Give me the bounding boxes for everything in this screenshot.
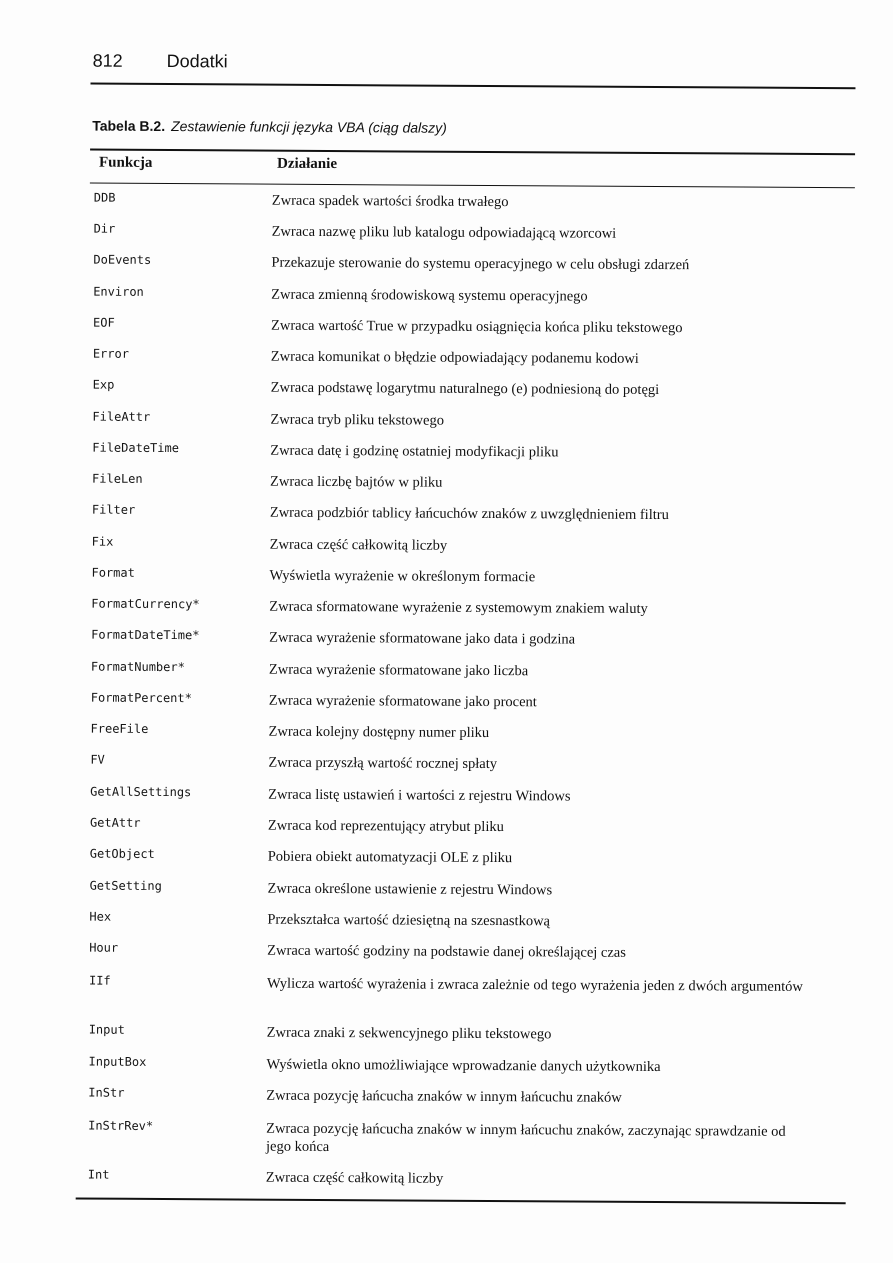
table-row bbox=[0, 252, 891, 274]
table-row bbox=[0, 752, 888, 773]
table-row bbox=[0, 284, 891, 305]
table-row bbox=[0, 471, 890, 491]
table-row bbox=[0, 721, 889, 742]
table-row bbox=[0, 815, 888, 836]
table-row bbox=[0, 690, 889, 711]
function-description: Przekazuje sterowanie do systemu operacyjnego w celu obsługi zdarzeń bbox=[271, 254, 690, 274]
page-number: 812 bbox=[92, 50, 123, 71]
caption-title: Zestawienie funkcji języka VBA (ciąg dalszy) bbox=[171, 118, 447, 136]
function-name: IIf bbox=[88, 973, 111, 988]
function-name: DoEvents bbox=[93, 252, 152, 267]
function-name: Fix bbox=[91, 534, 114, 549]
function-description: Zwraca wyrażenie sformatowane jako procent bbox=[268, 692, 537, 711]
function-description: Zwraca tryb pliku tekstowego bbox=[270, 411, 445, 429]
column-header-dzialanie: Działanie bbox=[276, 155, 338, 173]
function-name: Filter bbox=[91, 502, 136, 517]
table-header bbox=[0, 154, 892, 173]
table-row bbox=[0, 596, 889, 617]
function-description: Zwraca komunikat o błędzie odpowiadający podanemu kodowi bbox=[270, 348, 639, 367]
table-caption bbox=[92, 118, 447, 136]
function-description: Zwraca wartość True w przypadku osiągnięcia końca pliku tekstowego bbox=[270, 317, 683, 337]
table-row bbox=[0, 909, 887, 930]
function-description: Zwraca spadek wartości środka trwałego bbox=[271, 192, 509, 211]
table-row bbox=[0, 440, 890, 461]
function-name: GetSetting bbox=[89, 878, 162, 894]
table-row bbox=[0, 940, 887, 961]
function-name: FormatDateTime* bbox=[91, 627, 200, 643]
function-description: Zwraca wyrażenie sformatowane jako data i godzina bbox=[269, 629, 576, 648]
function-name: Format bbox=[91, 565, 135, 580]
table-row bbox=[0, 346, 891, 367]
function-description: Wylicza wartość wyrażenia i zwraca zależnie od tego wyrażenia jeden z dwóch argumentów bbox=[266, 975, 803, 995]
table-row bbox=[0, 1054, 887, 1076]
function-description: Zwraca listę ustawień i wartości z rejestru Windows bbox=[268, 786, 571, 805]
running-header bbox=[93, 51, 228, 73]
table-row bbox=[0, 878, 888, 899]
function-description: Pobiera obiekt automatyzacji OLE z pliku bbox=[267, 848, 513, 867]
function-description: Zwraca zmienną środowiskową systemu operacyjnego bbox=[271, 286, 588, 305]
function-name: EOF bbox=[92, 315, 115, 330]
function-description: Zwraca pozycję łańcucha znaków w innym łańcuchu znaków, zaczynając sprawdzanie od jego końca bbox=[265, 1120, 786, 1156]
table-row bbox=[0, 315, 891, 337]
function-description: Zwraca podstawę logarytmu naturalnego (e) podniesioną do potęgi bbox=[270, 379, 660, 399]
table-row bbox=[0, 221, 892, 242]
function-description: Zwraca pozycję łańcucha znaków w innym łańcuchu znaków bbox=[266, 1087, 622, 1106]
function-name: Hex bbox=[89, 909, 112, 924]
table-top-rule bbox=[90, 149, 855, 156]
function-name: FV bbox=[90, 752, 105, 767]
function-description: Zwraca wartość godziny na podstawie danej określającej czas bbox=[267, 942, 626, 961]
function-description: Zwraca określone ustawienie z rejestru Windows bbox=[267, 880, 553, 899]
caption-label: Tabela B.2. bbox=[92, 117, 166, 135]
function-name: InStr bbox=[88, 1085, 125, 1100]
function-description: Wyświetla okno umożliwiające wprowadzanie danych użytkownika bbox=[266, 1056, 661, 1076]
table-row bbox=[0, 846, 888, 867]
function-name: Int bbox=[87, 1167, 110, 1182]
table-row bbox=[0, 784, 888, 805]
table-bottom-rule bbox=[76, 1197, 846, 1204]
function-name: GetAttr bbox=[89, 815, 141, 830]
function-name: Dir bbox=[93, 221, 116, 236]
function-description: Zwraca liczbę bajtów w pliku bbox=[270, 473, 443, 491]
table-row bbox=[0, 659, 889, 680]
header-rule bbox=[90, 83, 855, 90]
function-name: Hour bbox=[89, 940, 119, 955]
function-name: Input bbox=[88, 1022, 125, 1037]
function-description: Zwraca kod reprezentujący atrybut pliku bbox=[267, 817, 504, 836]
table-header-rule bbox=[90, 183, 855, 189]
function-description: Zwraca podzbiór tablicy łańcuchów znaków z uwzględnieniem filtru bbox=[269, 504, 669, 524]
table-row bbox=[0, 565, 890, 586]
function-name: FormatNumber* bbox=[90, 659, 185, 675]
function-name: FileDateTime bbox=[92, 440, 180, 456]
function-name: InStrRev* bbox=[88, 1118, 154, 1133]
table-row bbox=[0, 377, 891, 399]
table-row bbox=[0, 534, 890, 554]
function-name: Exp bbox=[92, 377, 115, 392]
function-description: Zwraca część całkowitą liczby bbox=[269, 536, 448, 554]
table-row bbox=[0, 1085, 886, 1106]
function-name: DDB bbox=[93, 190, 116, 205]
section-title: Dodatki bbox=[166, 51, 228, 72]
function-description: Zwraca sformatowane wyrażenie z systemowym znakiem waluty bbox=[269, 598, 648, 617]
table-row bbox=[0, 973, 887, 995]
function-name: Environ bbox=[93, 284, 144, 299]
function-name: FormatCurrency* bbox=[91, 596, 200, 612]
function-description: Zwraca znaki z sekwencyjnego pliku tekstowego bbox=[266, 1024, 552, 1043]
function-description: Przekształca wartość dziesiętną na szesnastkową bbox=[267, 911, 551, 930]
function-name: GetAllSettings bbox=[90, 784, 192, 800]
table-row bbox=[0, 409, 890, 429]
function-name: Error bbox=[92, 346, 130, 361]
table-row bbox=[0, 1167, 886, 1187]
function-name: FreeFile bbox=[90, 721, 149, 736]
function-description: Zwraca wyrażenie sformatowane jako liczba bbox=[268, 661, 529, 680]
function-name: GetObject bbox=[89, 846, 155, 861]
function-description: Zwraca przyszłą wartość rocznej spłaty bbox=[268, 754, 498, 773]
table-row bbox=[0, 1118, 886, 1156]
table-row bbox=[0, 502, 890, 524]
function-name: InputBox bbox=[88, 1054, 147, 1069]
table-row bbox=[0, 627, 889, 648]
function-name: FileAttr bbox=[92, 409, 151, 424]
function-name: FormatPercent* bbox=[90, 690, 192, 706]
function-name: FileLen bbox=[92, 471, 143, 486]
function-description: Zwraca część całkowitą liczby bbox=[265, 1169, 444, 1187]
column-header-funkcja: Funkcja bbox=[98, 154, 153, 171]
table-row bbox=[0, 190, 892, 211]
function-description: Zwraca nazwę pliku lub katalogu odpowiadającą wzorcowi bbox=[271, 223, 617, 242]
table-row bbox=[0, 1022, 887, 1043]
function-description: Zwraca kolejny dostępny numer pliku bbox=[268, 723, 490, 742]
function-description: Zwraca datę i godzinę ostatniej modyfikacji pliku bbox=[270, 442, 559, 461]
function-description: Wyświetla wyrażenie w określonym formacie bbox=[269, 567, 536, 586]
